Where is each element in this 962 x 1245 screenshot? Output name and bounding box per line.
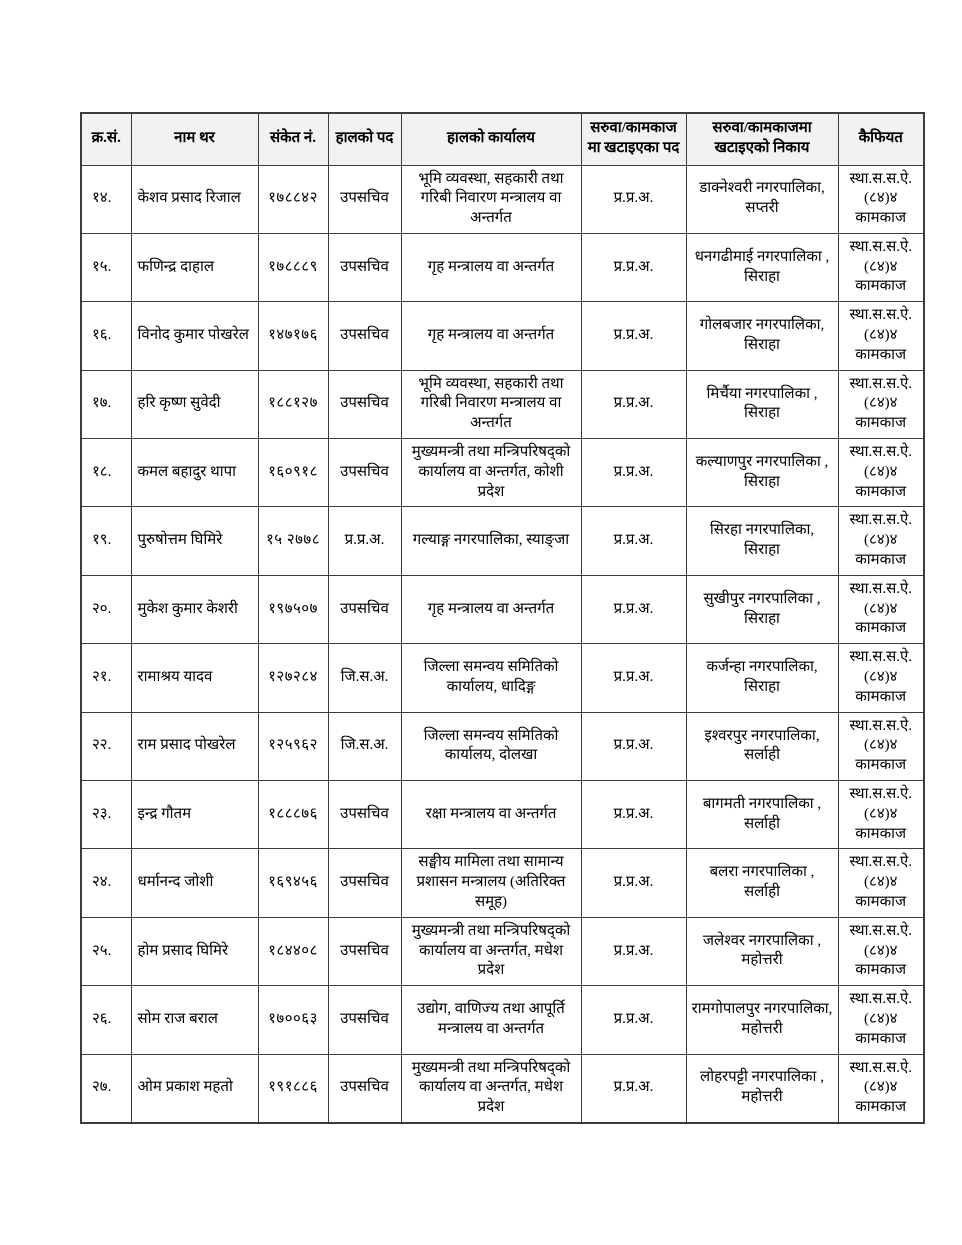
cell-sn: १६.	[81, 302, 131, 370]
table-row	[81, 781, 924, 849]
cell-name: सोम राज बराल	[131, 986, 258, 1054]
cell-current-office: रक्षा मन्त्रालय वा अन्तर्गत	[401, 781, 581, 849]
cell-name: विनोद कुमार पोखरेल	[131, 302, 258, 370]
cell-remarks: स्था.स.स.ऐ. (८४)४ कामकाज	[838, 439, 924, 507]
cell-assigned-body: जलेश्वर नगरपालिका , महोत्तरी	[686, 917, 838, 985]
cell-sn: १७.	[81, 370, 131, 438]
cell-current-office: मुख्यमन्त्री तथा मन्त्रिपरिषद्को कार्यालय वा अन्तर्गत, कोशी प्रदेश	[401, 439, 581, 507]
cell-assigned-body: धनगढीमाई नगरपालिका , सिराहा	[686, 233, 838, 301]
cell-code: १९७५०७	[258, 575, 328, 643]
cell-sn: २२.	[81, 712, 131, 780]
cell-remarks: स्था.स.स.ऐ. (८४)४ कामकाज	[838, 781, 924, 849]
cell-current-office: मुख्यमन्त्री तथा मन्त्रिपरिषद्को कार्यालय वा अन्तर्गत, मधेश प्रदेश	[401, 1054, 581, 1123]
cell-assigned-post: प्र.प्र.अ.	[581, 849, 686, 917]
cell-assigned-post: प्र.प्र.अ.	[581, 986, 686, 1054]
column-header-remarks: कैफियत	[838, 113, 924, 165]
cell-sn: २५.	[81, 917, 131, 985]
cell-sn: २७.	[81, 1054, 131, 1123]
cell-current-office: भूमि व्यवस्था, सहकारी तथा गरिबी निवारण मन्त्रालय वा अन्तर्गत	[401, 165, 581, 233]
cell-current-office: जिल्ला समन्वय समितिको कार्यालय, धादिङ्ग	[401, 644, 581, 712]
cell-code: १७८८८९	[258, 233, 328, 301]
cell-assigned-body: रामगोपालपुर नगरपालिका, महोत्तरी	[686, 986, 838, 1054]
column-header-code-number: संकेत नं.	[258, 113, 328, 165]
cell-current-post: उपसचिव	[328, 302, 401, 370]
cell-sn: २४.	[81, 849, 131, 917]
cell-current-post: उपसचिव	[328, 370, 401, 438]
table-row	[81, 165, 924, 233]
cell-sn: १५.	[81, 233, 131, 301]
cell-current-office: उद्योग, वाणिज्य तथा आपूर्ति मन्त्रालय वा अन्तर्गत	[401, 986, 581, 1054]
cell-code: १८८१२७	[258, 370, 328, 438]
cell-remarks: स्था.स.स.ऐ. (८४)४ कामकाज	[838, 370, 924, 438]
cell-sn: १८.	[81, 439, 131, 507]
cell-assigned-body: डाक्नेश्वरी नगरपालिका, सप्तरी	[686, 165, 838, 233]
cell-sn: १४.	[81, 165, 131, 233]
cell-sn: २०.	[81, 575, 131, 643]
cell-remarks: स्था.स.स.ऐ. (८४)४ कामकाज	[838, 712, 924, 780]
cell-current-post: उपसचिव	[328, 781, 401, 849]
cell-assigned-post: प्र.प्र.अ.	[581, 1054, 686, 1123]
cell-code: १५ २७७८	[258, 507, 328, 575]
cell-current-office: गृह मन्त्रालय वा अन्तर्गत	[401, 302, 581, 370]
cell-assigned-body: गोलबजार नगरपालिका, सिराहा	[686, 302, 838, 370]
cell-current-post: उपसचिव	[328, 1054, 401, 1123]
column-header-assigned-post: सरुवा/कामकाज मा खटाइएका पद	[581, 113, 686, 165]
cell-name: राम प्रसाद पोखरेल	[131, 712, 258, 780]
table-row	[81, 712, 924, 780]
table-row	[81, 917, 924, 985]
column-header-current-post: हालको पद	[328, 113, 401, 165]
cell-current-post: उपसचिव	[328, 986, 401, 1054]
cell-code: १४७१७६	[258, 302, 328, 370]
cell-remarks: स्था.स.स.ऐ. (८४)४ कामकाज	[838, 233, 924, 301]
cell-current-office: जिल्ला समन्वय समितिको कार्यालय, दोलखा	[401, 712, 581, 780]
cell-code: १९१८८६	[258, 1054, 328, 1123]
table-row	[81, 1054, 924, 1123]
table-row	[81, 233, 924, 301]
cell-assigned-body: कल्याणपुर नगरपालिका , सिराहा	[686, 439, 838, 507]
cell-name: इन्द्र गौतम	[131, 781, 258, 849]
cell-assigned-post: प्र.प्र.अ.	[581, 575, 686, 643]
column-header-name: नाम थर	[131, 113, 258, 165]
cell-name: धर्मानन्द जोशी	[131, 849, 258, 917]
cell-sn: २६.	[81, 986, 131, 1054]
cell-sn: १९.	[81, 507, 131, 575]
column-header-serial-number: क्र.सं.	[81, 113, 131, 165]
cell-sn: २३.	[81, 781, 131, 849]
table-row	[81, 507, 924, 575]
cell-current-office: भूमि व्यवस्था, सहकारी तथा गरिबी निवारण मन्त्रालय वा अन्तर्गत	[401, 370, 581, 438]
staff-transfer-table	[80, 112, 925, 1124]
cell-remarks: स्था.स.स.ऐ. (८४)४ कामकाज	[838, 986, 924, 1054]
cell-code: १७८८४२	[258, 165, 328, 233]
cell-current-post: उपसचिव	[328, 849, 401, 917]
table-row	[81, 302, 924, 370]
cell-assigned-body: सिरहा नगरपालिका, सिराहा	[686, 507, 838, 575]
cell-current-office: मुख्यमन्त्री तथा मन्त्रिपरिषद्को कार्यालय वा अन्तर्गत, मधेश प्रदेश	[401, 917, 581, 985]
table-row	[81, 849, 924, 917]
cell-remarks: स्था.स.स.ऐ. (८४)४ कामकाज	[838, 302, 924, 370]
cell-current-post: जि.स.अ.	[328, 644, 401, 712]
cell-assigned-body: सुखीपुर नगरपालिका , सिराहा	[686, 575, 838, 643]
cell-remarks: स्था.स.स.ऐ. (८४)४ कामकाज	[838, 165, 924, 233]
cell-current-post: उपसचिव	[328, 165, 401, 233]
cell-current-post: जि.स.अ.	[328, 712, 401, 780]
cell-current-post: उपसचिव	[328, 917, 401, 985]
column-header-current-office: हालको कार्यालय	[401, 113, 581, 165]
cell-code: १७००६३	[258, 986, 328, 1054]
cell-name: कमल बहादुर थापा	[131, 439, 258, 507]
cell-name: मुकेश कुमार केशरी	[131, 575, 258, 643]
header-row	[81, 113, 924, 165]
cell-assigned-body: इश्वरपुर नगरपालिका, सर्लाही	[686, 712, 838, 780]
cell-code: १६९४५६	[258, 849, 328, 917]
cell-current-office: गृह मन्त्रालय वा अन्तर्गत	[401, 233, 581, 301]
cell-assigned-post: प्र.प्र.अ.	[581, 302, 686, 370]
cell-code: १६०९१८	[258, 439, 328, 507]
cell-assigned-body: लोहरपट्टी नगरपालिका , महोत्तरी	[686, 1054, 838, 1123]
cell-current-office: सङ्घीय मामिला तथा सामान्य प्रशासन मन्त्रालय (अतिरिक्त समूह)	[401, 849, 581, 917]
cell-current-office: गृह मन्त्रालय वा अन्तर्गत	[401, 575, 581, 643]
table-body	[81, 165, 924, 1123]
cell-assigned-body: कर्जन्हा नगरपालिका, सिराहा	[686, 644, 838, 712]
cell-name: फणिन्द्र दाहाल	[131, 233, 258, 301]
cell-assigned-post: प्र.प्र.अ.	[581, 917, 686, 985]
cell-code: १२५९६२	[258, 712, 328, 780]
cell-current-post: उपसचिव	[328, 575, 401, 643]
table-row	[81, 986, 924, 1054]
cell-assigned-body: बलरा नगरपालिका , सर्लाही	[686, 849, 838, 917]
cell-code: १२७२८४	[258, 644, 328, 712]
cell-code: १८८८७६	[258, 781, 328, 849]
cell-assigned-post: प्र.प्र.अ.	[581, 370, 686, 438]
cell-current-post: उपसचिव	[328, 233, 401, 301]
cell-assigned-body: मिर्चैया नगरपालिका , सिराहा	[686, 370, 838, 438]
cell-name: रामाश्रय यादव	[131, 644, 258, 712]
cell-assigned-body: बागमती नगरपालिका , सर्लाही	[686, 781, 838, 849]
cell-name: हरि कृष्ण सुवेदी	[131, 370, 258, 438]
cell-name: होम प्रसाद घिमिरे	[131, 917, 258, 985]
table-row	[81, 644, 924, 712]
cell-assigned-post: प्र.प्र.अ.	[581, 507, 686, 575]
cell-assigned-post: प्र.प्र.अ.	[581, 165, 686, 233]
cell-remarks: स्था.स.स.ऐ. (८४)४ कामकाज	[838, 507, 924, 575]
cell-remarks: स्था.स.स.ऐ. (८४)४ कामकाज	[838, 1054, 924, 1123]
cell-assigned-post: प्र.प्र.अ.	[581, 439, 686, 507]
table-row	[81, 575, 924, 643]
cell-assigned-post: प्र.प्र.अ.	[581, 712, 686, 780]
table-sheet	[80, 112, 925, 1124]
table-row	[81, 439, 924, 507]
cell-current-post: उपसचिव	[328, 439, 401, 507]
cell-remarks: स्था.स.स.ऐ. (८४)४ कामकाज	[838, 644, 924, 712]
cell-assigned-post: प्र.प्र.अ.	[581, 781, 686, 849]
cell-current-post: प्र.प्र.अ.	[328, 507, 401, 575]
cell-remarks: स्था.स.स.ऐ. (८४)४ कामकाज	[838, 917, 924, 985]
cell-current-office: गल्याङ्ग नगरपालिका, स्याङ्जा	[401, 507, 581, 575]
table-header	[81, 113, 924, 165]
cell-assigned-post: प्र.प्र.अ.	[581, 233, 686, 301]
cell-sn: २१.	[81, 644, 131, 712]
cell-name: ओम प्रकाश महतो	[131, 1054, 258, 1123]
cell-code: १८४४०८	[258, 917, 328, 985]
table-row	[81, 370, 924, 438]
cell-remarks: स्था.स.स.ऐ. (८४)४ कामकाज	[838, 575, 924, 643]
cell-remarks: स्था.स.स.ऐ. (८४)४ कामकाज	[838, 849, 924, 917]
cell-assigned-post: प्र.प्र.अ.	[581, 644, 686, 712]
cell-name: पुरुषोत्तम घिमिरे	[131, 507, 258, 575]
cell-name: केशव प्रसाद रिजाल	[131, 165, 258, 233]
column-header-assigned-body: सरुवा/कामकाजमा खटाइएको निकाय	[686, 113, 838, 165]
